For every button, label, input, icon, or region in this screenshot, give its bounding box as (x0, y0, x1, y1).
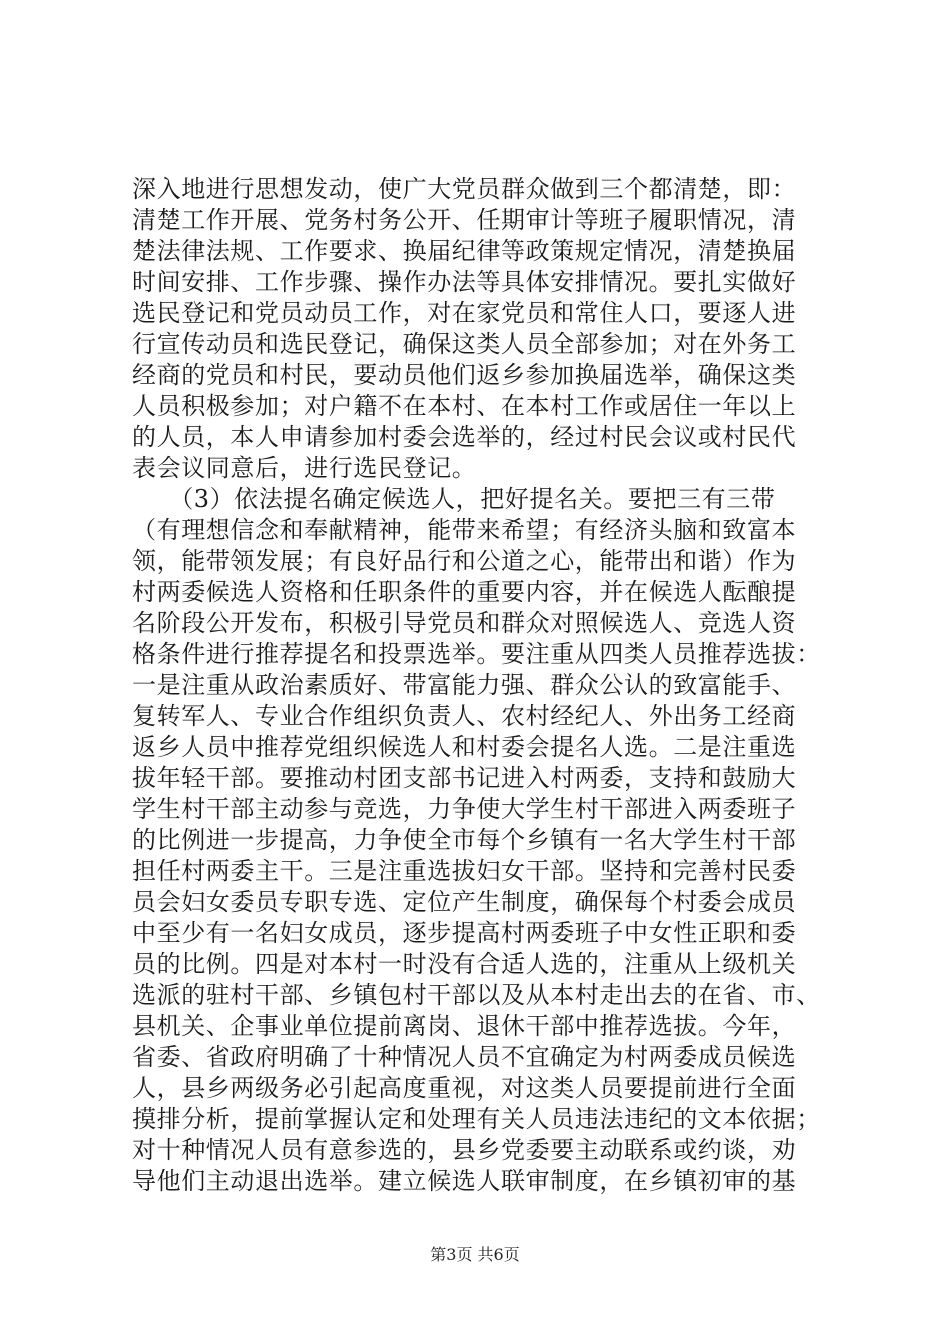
text-line: 领，能带领发展；有良好品行和公道之心，能带出和谐）作为 (132, 547, 797, 575)
text-line: 清楚工作开展、党务村务公开、任期审计等班子履职情况，清 (132, 206, 797, 234)
text-line: 选民登记和党员动员工作，对在家党员和常住人口，要逐人进 (132, 299, 797, 327)
text-line: 时间安排、工作步骤、操作办法等具体安排情况。要扎实做好 (132, 268, 797, 296)
text-line: （有理想信念和奉献精神，能带来希望；有经济头脑和致富本 (132, 516, 797, 544)
text-line: 摸排分析，提前掌握认定和处理有关人员违法违纪的文本依据； (132, 1105, 821, 1133)
text-line: 人，县乡两级务必引起高度重视，对这类人员要提前进行全面 (132, 1074, 797, 1102)
text-line: 省委、省政府明确了十种情况人员不宜确定为村两委成员候选 (132, 1043, 797, 1071)
text-line: 名阶段公开发布，积极引导党员和群众对照候选人、竞选人资 (132, 609, 797, 637)
text-line: 县机关、企事业单位提前离岗、退休干部中推荐选拔。今年， (132, 1012, 797, 1040)
text-line: 选派的驻村干部、乡镇包村干部以及从本村走出去的在省、市、 (132, 981, 821, 1009)
text-line: 拔年轻干部。要推动村团支部书记进入村两委，支持和鼓励大 (132, 764, 797, 792)
text-line: 深入地进行思想发动，使广大党员群众做到三个都清楚，即： (132, 175, 797, 203)
text-line: 的比例进一步提高，力争使全市每个乡镇有一名大学生村干部 (132, 826, 797, 854)
text-line: 返乡人员中推荐党组织候选人和村委会提名人选。二是注重选 (132, 733, 797, 761)
text-line: 学生村干部主动参与竞选，力争使大学生村干部进入两委班子 (132, 795, 797, 823)
text-line: 一是注重从政治素质好、带富能力强、群众公认的致富能手、 (132, 671, 797, 699)
text-line: 表会议同意后，进行选民登记。 (132, 454, 477, 482)
text-line: 对十种情况人员有意参选的，县乡党委要主动联系或约谈，劝 (132, 1136, 797, 1164)
text-line: 担任村两委主干。三是注重选拔妇女干部。坚持和完善村民委 (132, 857, 797, 885)
text-line: 导他们主动退出选举。建立候选人联审制度，在乡镇初审的基 (132, 1167, 797, 1195)
page-footer: 第3页 共6页 (430, 1245, 520, 1264)
text-line: 中至少有一名妇女成员，逐步提高村两委班子中女性正职和委 (132, 919, 797, 947)
body-text (132, 174, 822, 1197)
text-line: 楚法律法规、工作要求、换届纪律等政策规定情况，清楚换届 (132, 237, 797, 265)
text-line: 员的比例。四是对本村一时没有合适人选的，注重从上级机关 (132, 950, 797, 978)
text-line: 村两委候选人资格和任职条件的重要内容，并在候选人酝酿提 (132, 578, 797, 606)
text-line: 的人员，本人申请参加村委会选举的，经过村民会议或村民代 (132, 423, 797, 451)
text-line: 员会妇女委员专职专选、定位产生制度，确保每个村委会成员 (132, 888, 797, 916)
text-line: 格条件进行推荐提名和投票选举。要注重从四类人员推荐选拔： (132, 640, 821, 668)
text-line: 行宣传动员和选民登记，确保这类人员全部参加；对在外务工 (132, 330, 797, 358)
text-line: 复转军人、专业合作组织负责人、农村经纪人、外出务工经商 (132, 702, 797, 730)
text-line: 人员积极参加；对户籍不在本村、在本村工作或居住一年以上 (132, 392, 797, 420)
text-line: （3）依法提名确定候选人，把好提名关。要把三有三带 (132, 485, 776, 513)
text-line: 经商的党员和村民，要动员他们返乡参加换届选举，确保这类 (132, 361, 797, 389)
